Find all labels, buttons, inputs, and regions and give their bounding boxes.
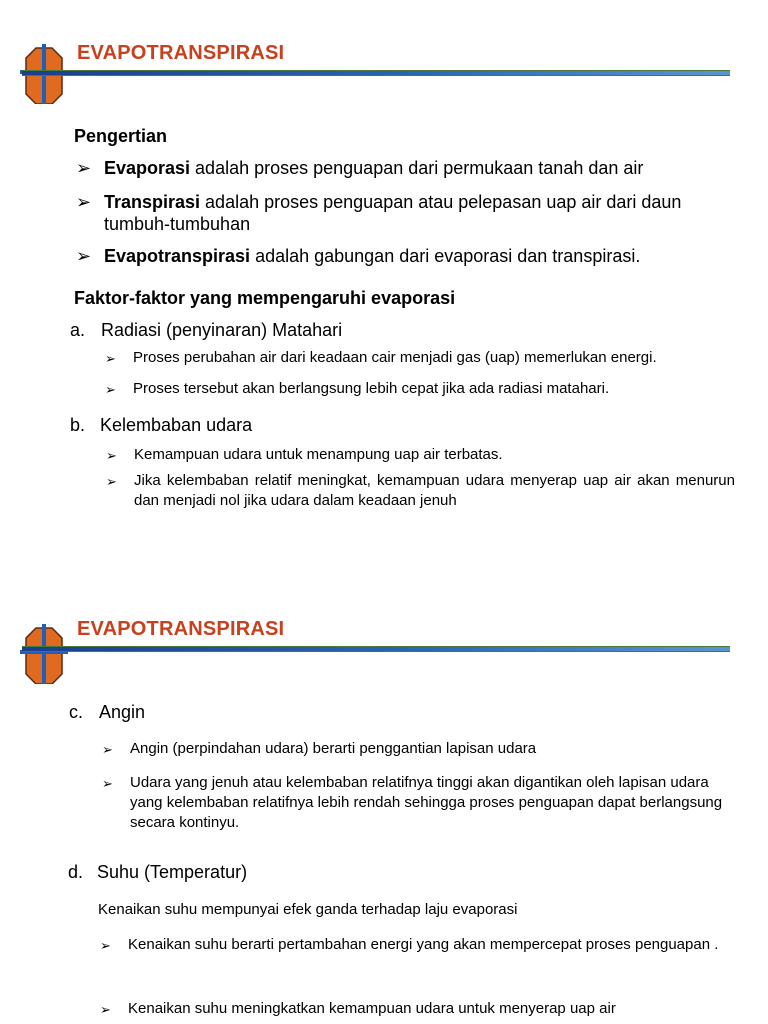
section-heading-pengertian: Pengertian [74,126,168,146]
definition-text: adalah gabungan dari evaporasi dan transpirasi. [250,246,641,266]
cross-shield-logo [20,624,68,684]
bullet-arrow-icon: ➢ [106,474,117,489]
factor-point-text: Kemampuan udara untuk menampung uap air terbatas. [134,446,503,463]
factor-point-text: Kenaikan suhu meningkatkan kemampuan udara untuk menyerap uap air [128,1000,616,1017]
definition-item [76,157,736,179]
factor-point-text: Angin (perpindahan udara) berarti penggantian lapisan udara [130,740,537,757]
factor-point-text: Udara yang jenuh atau kelembaban relatifnya tinggi akan digantikan oleh lapisan udara yang kelembaban relatifnya lebih rendah sehingga proses penguapan dapat berlangsung secara kontinyu. [130,774,723,831]
bullet-arrow-icon: ➢ [105,382,116,397]
factor-point-text: Proses tersebut akan berlangsung lebih cepat jika ada radiasi matahari. [133,380,610,397]
definition-term: Transpirasi [104,192,201,212]
factor-point [100,999,743,1019]
factor-point [106,471,736,511]
bullet-arrow-icon: ➢ [76,158,92,178]
bullet-arrow-icon: ➢ [105,351,116,366]
factor-point [102,739,742,759]
factor-intro: Kenaikan suhu mempunyai efek ganda terhadap laju evaporasi [98,901,518,918]
factor-label: Suhu (Temperatur) [97,862,248,882]
factor-letter: a. [70,320,86,340]
definition-item [76,191,736,235]
bullet-arrow-icon: ➢ [76,246,92,266]
definition-text: adalah proses penguapan dari permukaan tanah dan air [190,158,644,178]
factor-point [102,773,742,835]
definition-term: Evapotranspirasi [104,246,251,266]
title-rule [22,70,730,76]
slide-title: EVAPOTRANSPIRASI [77,42,285,64]
factor-label: Angin [99,702,146,722]
factor-letter: d. [68,862,84,882]
factor-letter: b. [70,415,86,435]
section-heading-faktor: Faktor-faktor yang mempengaruhi evaporasi [74,288,456,308]
slide-title: EVAPOTRANSPIRASI [77,618,285,640]
definition-term: Evaporasi [104,158,191,178]
bullet-arrow-icon: ➢ [106,448,117,463]
bullet-arrow-icon: ➢ [102,742,113,757]
definition-item [76,245,736,267]
title-rule [22,646,730,652]
factor-point-text: Proses perubahan air dari keadaan cair menjadi gas (uap) memerlukan energi. [133,349,657,366]
factor-letter: c. [69,702,84,722]
factor-label: Radiasi (penyinaran) Matahari [101,320,343,340]
bullet-arrow-icon: ➢ [102,776,113,791]
factor-point [105,348,735,368]
factor-point-text: Kenaikan suhu berarti pertambahan energi yang akan mempercepat proses penguapan . [128,936,719,953]
definition-text: adalah proses penguapan atau pelepasan uap air dari daun tumbuh-tumbuhan [104,192,682,234]
bullet-arrow-icon: ➢ [100,938,111,953]
factor-point [105,379,735,399]
slide-2 [0,580,768,1024]
bullet-arrow-icon: ➢ [100,1002,111,1017]
factor-point [106,445,736,465]
bullet-arrow-icon: ➢ [76,192,92,212]
factor-point [100,935,743,975]
factor-label: Kelembaban udara [100,415,253,435]
factor-point-text: Jika kelembaban relatif meningkat, kemampuan udara menyerap uap air akan menurun dan menjadi nol jika udara dalam keadaan jenuh [134,472,735,509]
